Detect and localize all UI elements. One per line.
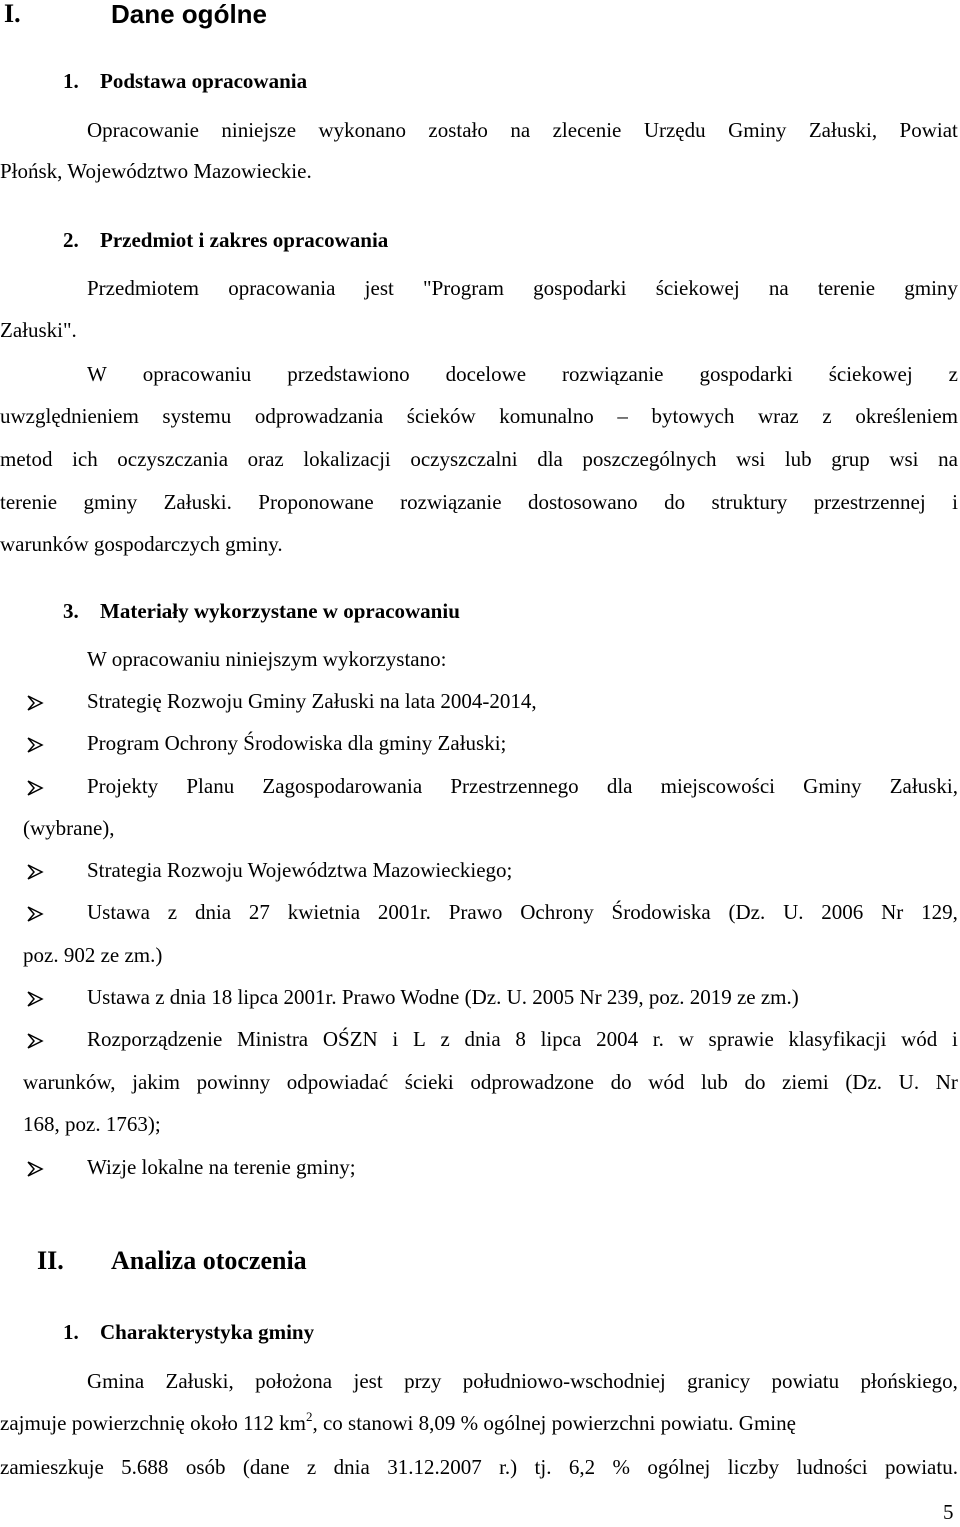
word: 27: [248, 900, 270, 924]
word: zamieszkuje: [0, 1455, 104, 1479]
word: opracowania: [228, 276, 336, 300]
word: liczby: [727, 1455, 780, 1479]
paragraph-line: [87, 1369, 958, 1394]
subsection-number: 2.: [63, 228, 79, 252]
word: "Program: [423, 276, 504, 300]
list-item-continuation: 168, poz. 1763);: [23, 1112, 161, 1136]
word: Ustawa: [87, 900, 150, 924]
word: ściekowej: [655, 276, 740, 300]
subsection-number: 1.: [63, 1320, 79, 1344]
word: Gminy: [803, 774, 862, 798]
word: gospodarki: [699, 362, 793, 386]
list-item: Strategia Rozwoju Województwa Mazowieckiego;: [87, 858, 513, 882]
word: jakim: [132, 1070, 180, 1094]
word: odprowadzone: [470, 1070, 594, 1094]
word: 8: [515, 1027, 526, 1051]
word: ziemi: [782, 1070, 829, 1094]
word: lub: [700, 1070, 728, 1094]
word: r.: [652, 1027, 664, 1051]
word: rozwiązanie: [400, 490, 502, 514]
list-item: [87, 900, 958, 925]
word: Gminy: [728, 118, 787, 142]
word: wsi: [736, 447, 766, 471]
word: Przedmiotem: [87, 276, 199, 300]
word: U.: [898, 1070, 920, 1094]
word: z: [440, 1027, 450, 1051]
word: lub: [784, 447, 812, 471]
word: terenie: [817, 276, 876, 300]
word: 2006: [821, 900, 864, 924]
word: Prawo: [448, 900, 503, 924]
word: z: [306, 1455, 317, 1479]
word: Zagospodarowania: [262, 774, 423, 798]
word: do: [610, 1070, 632, 1094]
word: 2001r.: [377, 900, 431, 924]
subsection-title: Podstawa opracowania: [100, 69, 308, 93]
word: lipca: [540, 1027, 582, 1051]
word: zostało: [428, 118, 488, 142]
word: Proponowane: [258, 490, 374, 514]
word: zlecenie: [552, 118, 622, 142]
word: Planu: [186, 774, 235, 798]
list-item-continuation: [23, 1070, 958, 1095]
word: sprawie: [708, 1027, 774, 1051]
list-item-continuation: poz. 902 ze zm.): [23, 943, 163, 967]
word: wykonano: [318, 118, 406, 142]
arrowhead-bullet-icon: [26, 694, 44, 712]
word: gospodarki: [533, 276, 627, 300]
word: 129,: [921, 900, 958, 924]
subsection-title: Charakterystyka gminy: [100, 1320, 315, 1344]
word: Nr: [935, 1070, 958, 1094]
word: dla: [606, 774, 633, 798]
subsection-title: Przedmiot i zakres opracowania: [100, 228, 389, 252]
word: powinny: [196, 1070, 271, 1094]
superscript: 2: [305, 1409, 313, 1424]
word: określeniem: [855, 404, 958, 428]
word: kwietnia: [287, 900, 361, 924]
word: –: [617, 404, 628, 428]
word: lokalizacji: [303, 447, 391, 471]
word: Załuski.: [163, 490, 232, 514]
word: ogólnej: [647, 1455, 711, 1479]
word: Załuski,: [889, 774, 958, 798]
word: systemu: [162, 404, 232, 428]
arrowhead-bullet-icon: [26, 1160, 44, 1178]
paragraph-line: [0, 404, 958, 429]
word: Ministra: [236, 1027, 309, 1051]
word: wsi: [889, 447, 919, 471]
list-item: Strategię Rozwoju Gminy Załuski na lata 2004-2014,: [87, 689, 537, 713]
word: bytowych: [651, 404, 735, 428]
arrowhead-bullet-icon: [26, 863, 44, 881]
word: opracowaniu: [142, 362, 252, 386]
word: tj.: [534, 1455, 552, 1479]
section-title: Analiza otoczenia: [111, 1246, 307, 1275]
word: W: [87, 362, 107, 386]
list-item-continuation: (wybrane),: [23, 816, 115, 840]
word: i: [952, 490, 958, 514]
word: Projekty: [87, 774, 159, 798]
word: U.: [783, 900, 804, 924]
word: z: [948, 362, 958, 386]
paragraph-line: [0, 1411, 958, 1436]
word: %: [612, 1455, 630, 1479]
word: dnia: [194, 900, 232, 924]
arrowhead-bullet-icon: [26, 905, 44, 923]
word: powiatu.: [885, 1455, 958, 1479]
word: ściekowej: [828, 362, 913, 386]
word: Gmina: [87, 1369, 145, 1393]
word: i: [392, 1027, 399, 1051]
word: Załuski,: [808, 118, 878, 142]
arrowhead-bullet-icon: [26, 990, 44, 1008]
word: (Dz.: [845, 1070, 883, 1094]
word: jest: [364, 276, 394, 300]
word: docelowe: [445, 362, 527, 386]
word: dnia: [333, 1455, 370, 1479]
word: na: [938, 447, 958, 471]
word: jest: [353, 1369, 383, 1393]
word: Urzędu: [643, 118, 706, 142]
section-number: I.: [4, 0, 21, 28]
paragraph-line: Załuski".: [0, 318, 77, 342]
word: rozwiązanie: [562, 362, 664, 386]
paragraph-line: [0, 447, 958, 472]
word: dnia: [464, 1027, 501, 1051]
word: Powiat: [899, 118, 958, 142]
word: powiatu: [771, 1369, 840, 1393]
word: Przestrzennego: [450, 774, 579, 798]
list-item: Program Ochrony Środowiska dla gminy Załuski;: [87, 731, 507, 755]
word: na: [510, 118, 531, 142]
word: do: [664, 490, 686, 514]
word: Załuski,: [165, 1369, 234, 1393]
word: ścieków: [406, 404, 476, 428]
text-run: , co stanowi 8,09 % ogólnej powierzchni powiatu. Gminę: [312, 1411, 796, 1435]
list-item: Wizje lokalne na terenie gminy;: [87, 1155, 356, 1179]
word: uwzględnieniem: [0, 404, 139, 428]
subsection-number: 3.: [63, 599, 79, 623]
word: oczyszczalni: [410, 447, 518, 471]
paragraph-line: [87, 118, 958, 143]
word: w: [678, 1027, 694, 1051]
word: z: [167, 900, 178, 924]
paragraph-line: [87, 276, 958, 301]
word: 31.12.2007: [387, 1455, 482, 1479]
word: grup: [831, 447, 870, 471]
word: z: [822, 404, 832, 428]
paragraph-line: [0, 490, 958, 515]
word: wód: [648, 1070, 685, 1094]
page-number: 5: [943, 1500, 954, 1524]
paragraph-line: warunków gospodarczych gminy.: [0, 532, 283, 556]
word: dla: [537, 447, 563, 471]
word: Opracowanie: [87, 118, 199, 142]
paragraph-line: [87, 362, 958, 387]
paragraph-line: [0, 1455, 958, 1480]
word: południowo-wschodniej: [462, 1369, 666, 1393]
word: warunków,: [23, 1070, 116, 1094]
word: dostosowano: [528, 490, 638, 514]
word: Nr: [881, 900, 904, 924]
list-intro: W opracowaniu niniejszym wykorzystano:: [87, 647, 447, 671]
subsection-number: 1.: [63, 69, 79, 93]
paragraph-line: Płońsk, Województwo Mazowieckie.: [0, 159, 312, 183]
word: terenie: [0, 490, 58, 514]
word: ścieki: [404, 1070, 454, 1094]
word: wód: [901, 1027, 938, 1051]
word: położona: [255, 1369, 333, 1393]
word: OŚZN: [322, 1027, 378, 1051]
list-item: [87, 1027, 958, 1052]
word: klasyfikacji: [788, 1027, 887, 1051]
word: i: [952, 1027, 958, 1051]
word: odprowadzania: [254, 404, 384, 428]
word: ich: [72, 447, 98, 471]
word: Ochrony: [520, 900, 594, 924]
word: struktury: [711, 490, 788, 514]
word: ludności: [796, 1455, 868, 1479]
arrowhead-bullet-icon: [26, 736, 44, 754]
word: 6,2: [568, 1455, 596, 1479]
word: (Dz.: [728, 900, 766, 924]
word: płońskiego,: [860, 1369, 958, 1393]
word: do: [744, 1070, 766, 1094]
word: (dane: [242, 1455, 290, 1479]
word: wraz: [757, 404, 799, 428]
word: L: [412, 1027, 426, 1051]
word: gminy: [83, 490, 138, 514]
section-number: II.: [37, 1246, 64, 1275]
word: miejscowości: [660, 774, 775, 798]
word: przedstawiono: [287, 362, 410, 386]
section-title: Dane ogólne: [111, 0, 268, 29]
word: poszczególnych: [582, 447, 717, 471]
word: 5.688: [121, 1455, 169, 1479]
arrowhead-bullet-icon: [26, 1032, 44, 1050]
word: komunalno: [499, 404, 594, 428]
word: niniejsze: [221, 118, 297, 142]
word: granicy: [687, 1369, 751, 1393]
subsection-title: Materiały wykorzystane w opracowaniu: [100, 599, 460, 623]
text-run: zajmuje powierzchnię około 112 km: [0, 1411, 306, 1435]
list-item: [87, 774, 958, 799]
word: na: [768, 276, 789, 300]
list-item: Ustawa z dnia 18 lipca 2001r. Prawo Wodne (Dz. U. 2005 Nr 239, poz. 2019 ze zm.): [87, 985, 799, 1009]
word: metod: [0, 447, 53, 471]
word: gminy: [904, 276, 958, 300]
word: 2004: [596, 1027, 639, 1051]
word: oraz: [247, 447, 284, 471]
word: odpowiadać: [286, 1070, 389, 1094]
word: przy: [404, 1369, 442, 1393]
arrowhead-bullet-icon: [26, 779, 44, 797]
word: r.): [499, 1455, 518, 1479]
word: przestrzennej: [813, 490, 926, 514]
word: osób: [185, 1455, 226, 1479]
word: Rozporządzenie: [87, 1027, 223, 1051]
word: Środowiska: [611, 900, 711, 924]
word: oczyszczania: [117, 447, 229, 471]
